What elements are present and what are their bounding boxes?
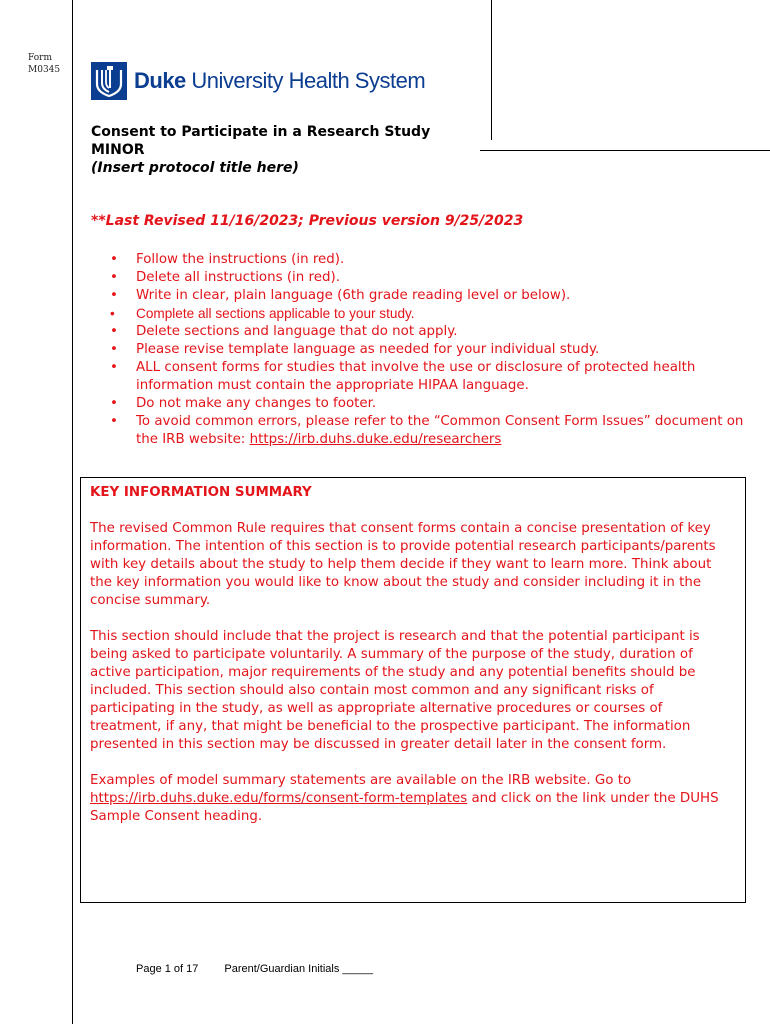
list-item: • Delete sections and language that do not apply. [110,324,458,339]
revision-note: **Last Revised 11/16/2023; Previous version 9/25/2023 [91,213,524,229]
list-item: • To avoid common errors, please refer to the “Common Consent Form Issues” document on the IRB website: https://irb.duhs.duke.edu/researchers [110,414,744,447]
key-information-box [80,477,746,903]
key-info-paragraph-1: The revised Common Rule requires that consent forms contain a concise presentation of key information. The intention of this section is to provide potential research participants/parents with key details about the study to help them decide if they want to learn more. Think about the key information you would like to know about the study and consider including it in the concise summary. [90,521,716,608]
initials-field: Parent/Guardian Initials _____ [224,963,373,975]
form-number: Form M0345 [28,53,61,75]
key-info-heading: KEY INFORMATION SUMMARY [90,485,312,500]
protocol-title-placeholder: (Insert protocol title here) [91,160,299,176]
key-info-paragraph-3: Examples of model summary statements are available on the IRB website. Go to https://irb.duhs.duke.edu/forms/consent-form-templates and click on the link under the DUHS Sample Consent heading. [90,773,719,824]
key-info-paragraph-2: This section should include that the project is research and that the potential participant is being asked to participate voluntarily. A summary of the purpose of the study, duration of active participation, major requirements of the study and any potential benefits should be included. This section should also contain most common and any significant risks of participating in the study, as well as appropriate alternative procedures or courses of treatment, if any, that might be beneficial to the prospective participant. The information presented in this section may be discussed in greater detail later in the consent form. [90,629,700,752]
list-item: • Follow the instructions (in red). [110,252,345,267]
page-footer [136,963,373,975]
irb-researchers-link[interactable]: https://irb.duhs.duke.edu/researchers [249,432,502,447]
document-title [91,123,430,177]
duke-logo [91,62,425,100]
list-item: • Do not make any changes to footer. [110,396,377,411]
list-item: • Complete all sections applicable to your study. [110,306,415,321]
list-item: • Delete all instructions (in red). [110,270,340,285]
list-item: • Write in clear, plain language (6th grade reading level or below). [110,288,571,303]
consent-templates-link[interactable]: https://irb.duhs.duke.edu/forms/consent-form-templates [90,791,468,806]
title-line-1: Consent to Participate in a Research Study [91,124,431,140]
logo-wordmark: Duke University Health System [134,68,426,93]
duke-shield-icon [91,62,127,100]
page-number: Page 1 of 17 [136,963,199,975]
top-divider-rule [491,0,492,140]
instruction-list [108,251,748,449]
left-margin-rule [72,0,73,1024]
header-rule [480,150,770,151]
list-item: • ALL consent forms for studies that involve the use or disclosure of protected health information must contain the appropriate HIPAA language. [110,360,696,393]
list-item: • Please revise template language as needed for your individual study. [110,342,600,357]
title-line-2: MINOR [91,142,145,158]
